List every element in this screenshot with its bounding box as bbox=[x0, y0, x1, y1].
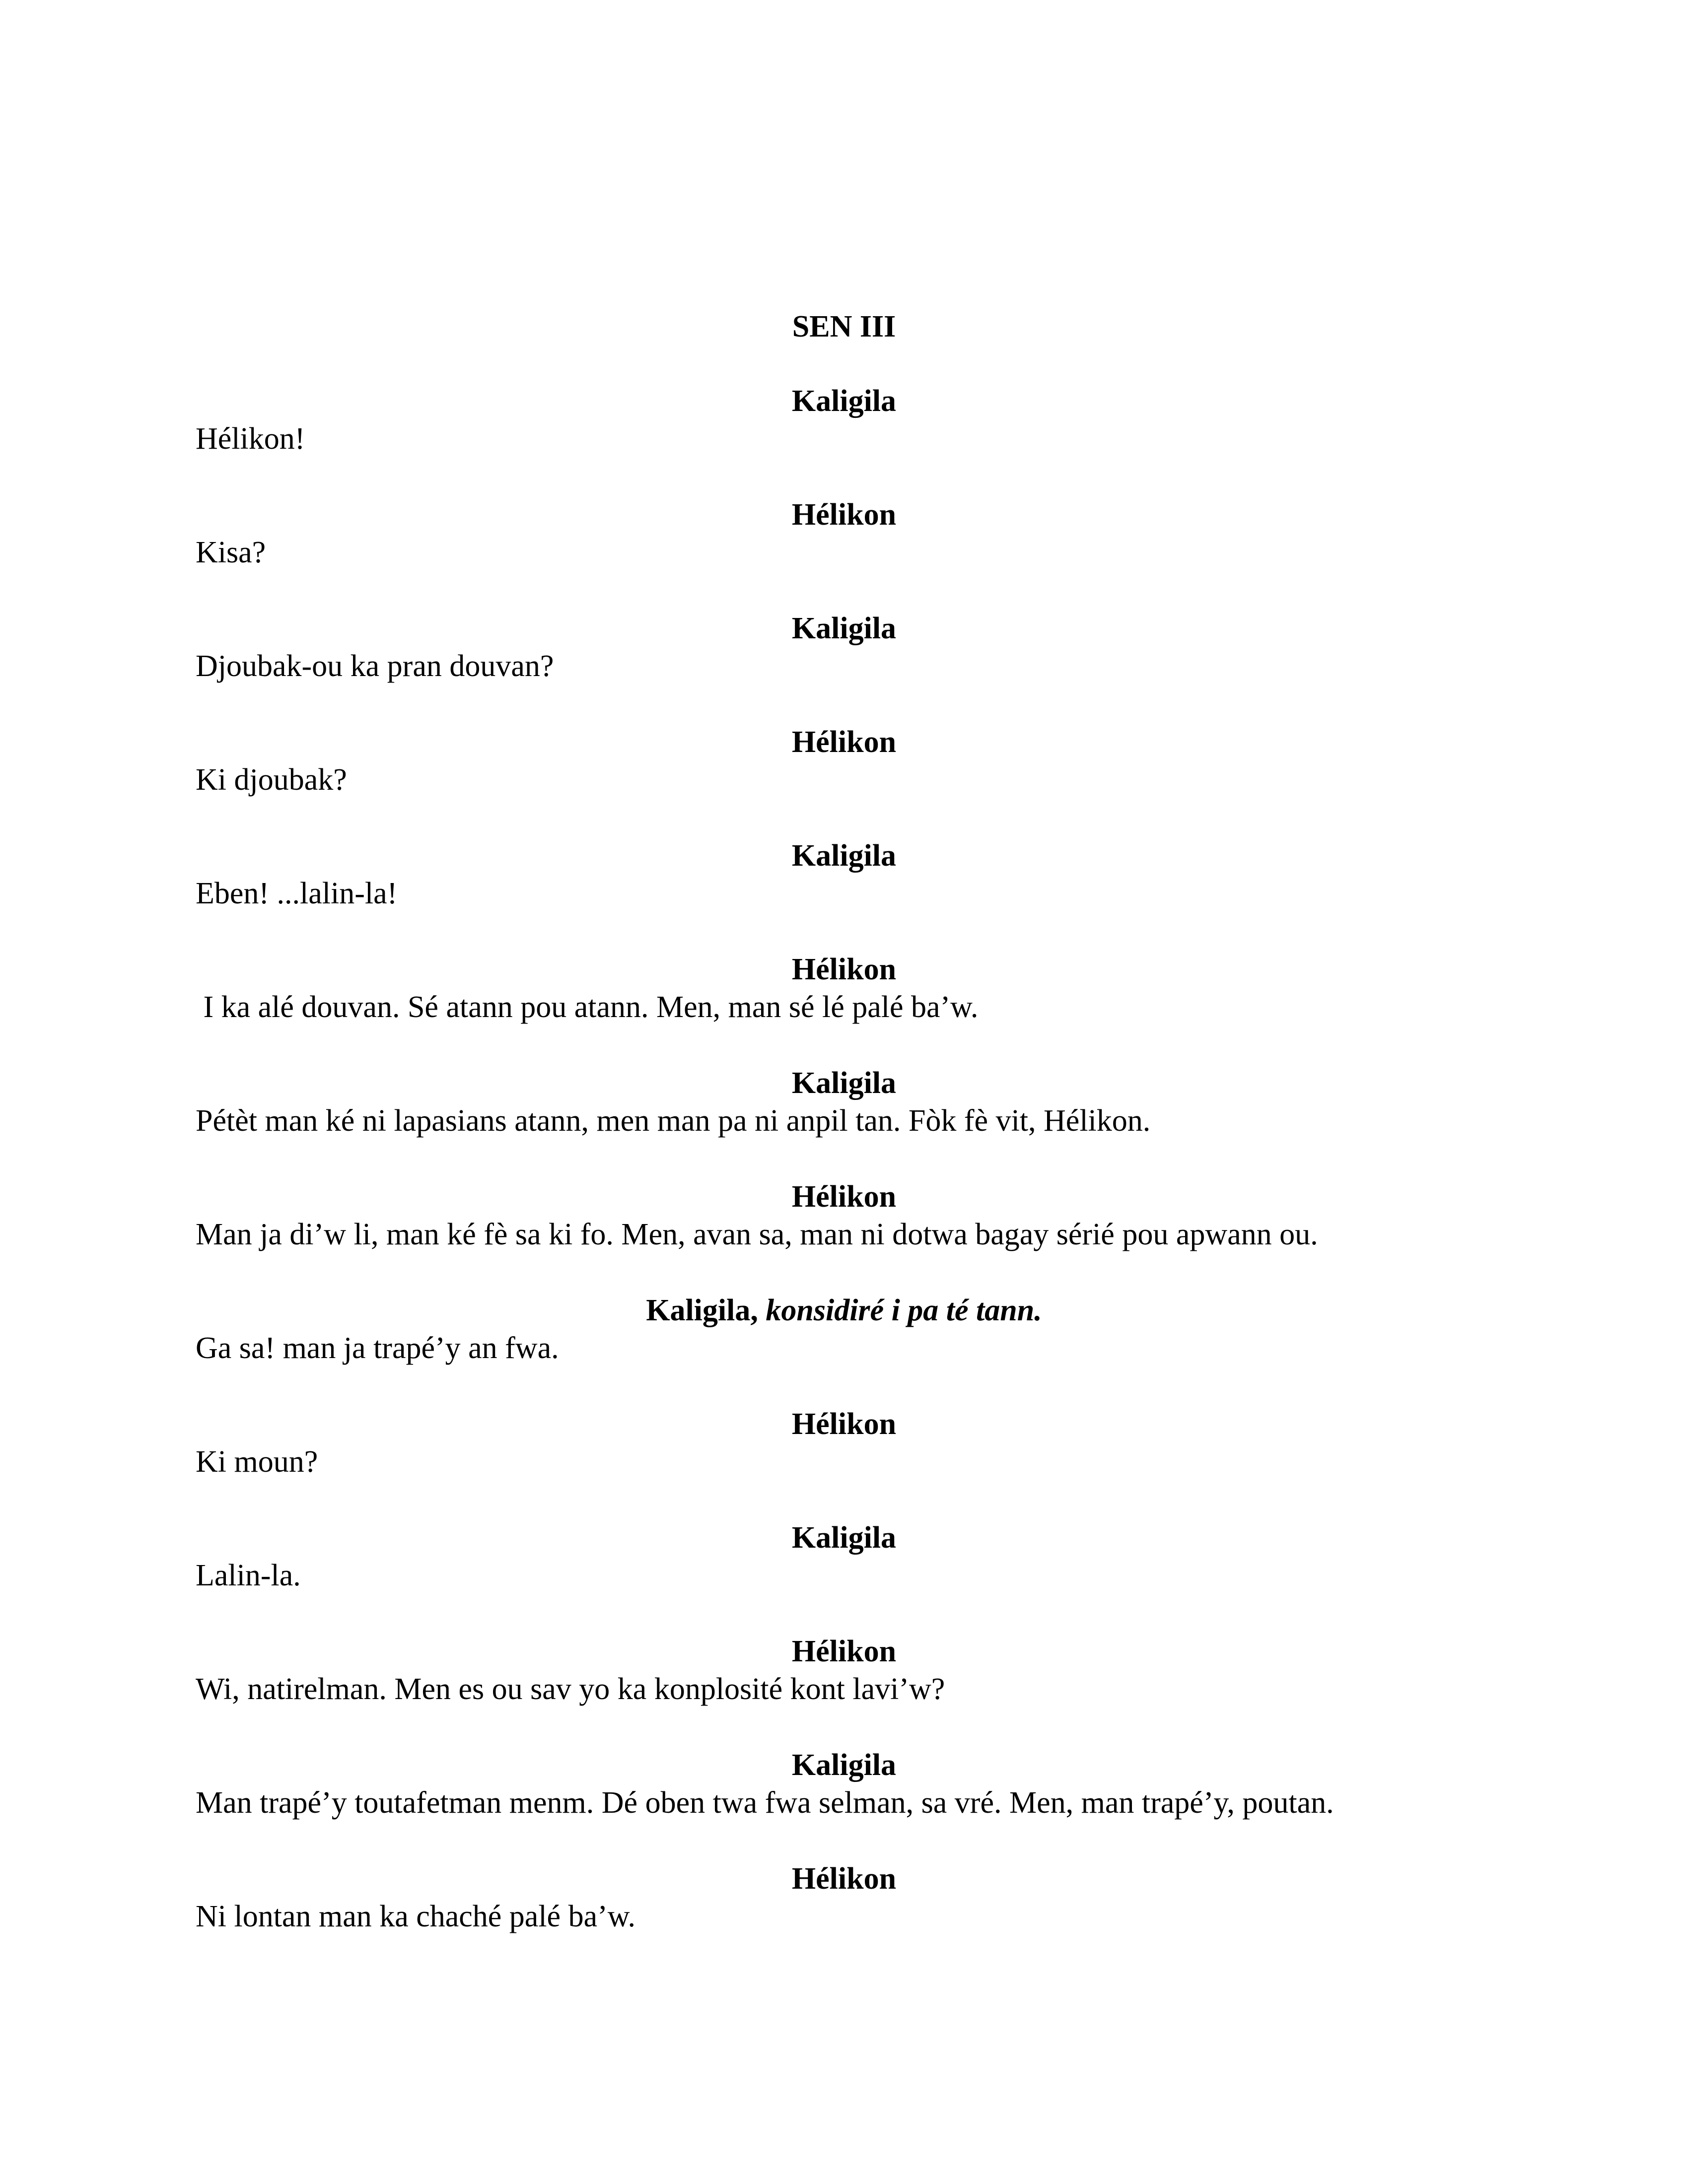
dialogue-line: I ka alé douvan. Sé atann pou atann. Men, man sé lé palé ba’w. bbox=[196, 990, 979, 1024]
speaker-name: Kaligila bbox=[791, 1521, 897, 1555]
speaker-name: Kaligila, konsidiré i pa té tann. bbox=[646, 1294, 1042, 1327]
dialogue-entry bbox=[0, 1746, 1688, 1860]
dialogue-entry bbox=[0, 1633, 1688, 1746]
dialogue-line: Lalin-la. bbox=[196, 1559, 301, 1592]
dialogue-line: Ni lontan man ka chaché palé ba’w. bbox=[196, 1900, 635, 1933]
speaker-name: Kaligila bbox=[791, 1748, 897, 1782]
speaker-name: Hélikon bbox=[791, 1407, 897, 1441]
stage-direction: konsidiré i pa té tann. bbox=[766, 1294, 1042, 1327]
speaker-name: Hélikon bbox=[791, 725, 897, 759]
dialogue-line: Man ja di’w li, man ké fè sa ki fo. Men, avan sa, man ni dotwa bagay sérié pou apwann ou. bbox=[196, 1218, 1318, 1251]
dialogue-line: Ga sa! man ja trapé’y an fwa. bbox=[196, 1331, 559, 1365]
scene-title: SEN III bbox=[792, 310, 896, 343]
dialogue-entry bbox=[0, 837, 1688, 951]
dialogue-line: Ki djoubak? bbox=[196, 763, 347, 797]
speaker-name: Kaligila bbox=[791, 612, 897, 645]
dialogue-line: Eben! ...lalin-la! bbox=[196, 877, 398, 910]
dialogue-entry bbox=[0, 610, 1688, 723]
dialogue-entry bbox=[0, 1519, 1688, 1633]
speaker-name: Kaligila bbox=[791, 384, 897, 418]
speaker-name: Kaligila bbox=[791, 839, 897, 873]
dialogue-entry bbox=[0, 1064, 1688, 1178]
dialogue-line: Man trapé’y toutafetman menm. Dé oben twa fwa selman, sa vré. Men, man trapé’y, poutan. bbox=[196, 1786, 1334, 1820]
speaker-name: Hélikon bbox=[791, 1635, 897, 1668]
speaker-name: Kaligila bbox=[791, 1066, 897, 1100]
dialogue-line: Pétèt man ké ni lapasians atann, men man pa ni anpil tan. Fòk fè vit, Hélikon. bbox=[196, 1104, 1151, 1138]
dialogue-entry bbox=[0, 723, 1688, 837]
speaker-name: Hélikon bbox=[791, 953, 897, 986]
dialogue-entry bbox=[0, 496, 1688, 610]
dialogue-entry bbox=[0, 1178, 1688, 1292]
speaker-name: Hélikon bbox=[791, 498, 897, 532]
speaker-name: Hélikon bbox=[791, 1180, 897, 1214]
dialogue-entry bbox=[0, 951, 1688, 1064]
dialogue-line: Wi, natirelman. Men es ou sav yo ka konplosité kont lavi’w? bbox=[196, 1672, 945, 1706]
dialogue-list bbox=[0, 382, 1688, 1974]
dialogue-line: Kisa? bbox=[196, 536, 266, 569]
speaker-name: Hélikon bbox=[791, 1862, 897, 1896]
dialogue-line: Ki moun? bbox=[196, 1445, 318, 1479]
dialogue-entry bbox=[0, 1860, 1688, 1974]
dialogue-line: Djoubak-ou ka pran douvan? bbox=[196, 649, 554, 683]
dialogue-entry bbox=[0, 1405, 1688, 1519]
dialogue-entry bbox=[0, 1292, 1688, 1405]
dialogue-entry bbox=[0, 382, 1688, 496]
dialogue-line: Hélikon! bbox=[196, 422, 305, 456]
